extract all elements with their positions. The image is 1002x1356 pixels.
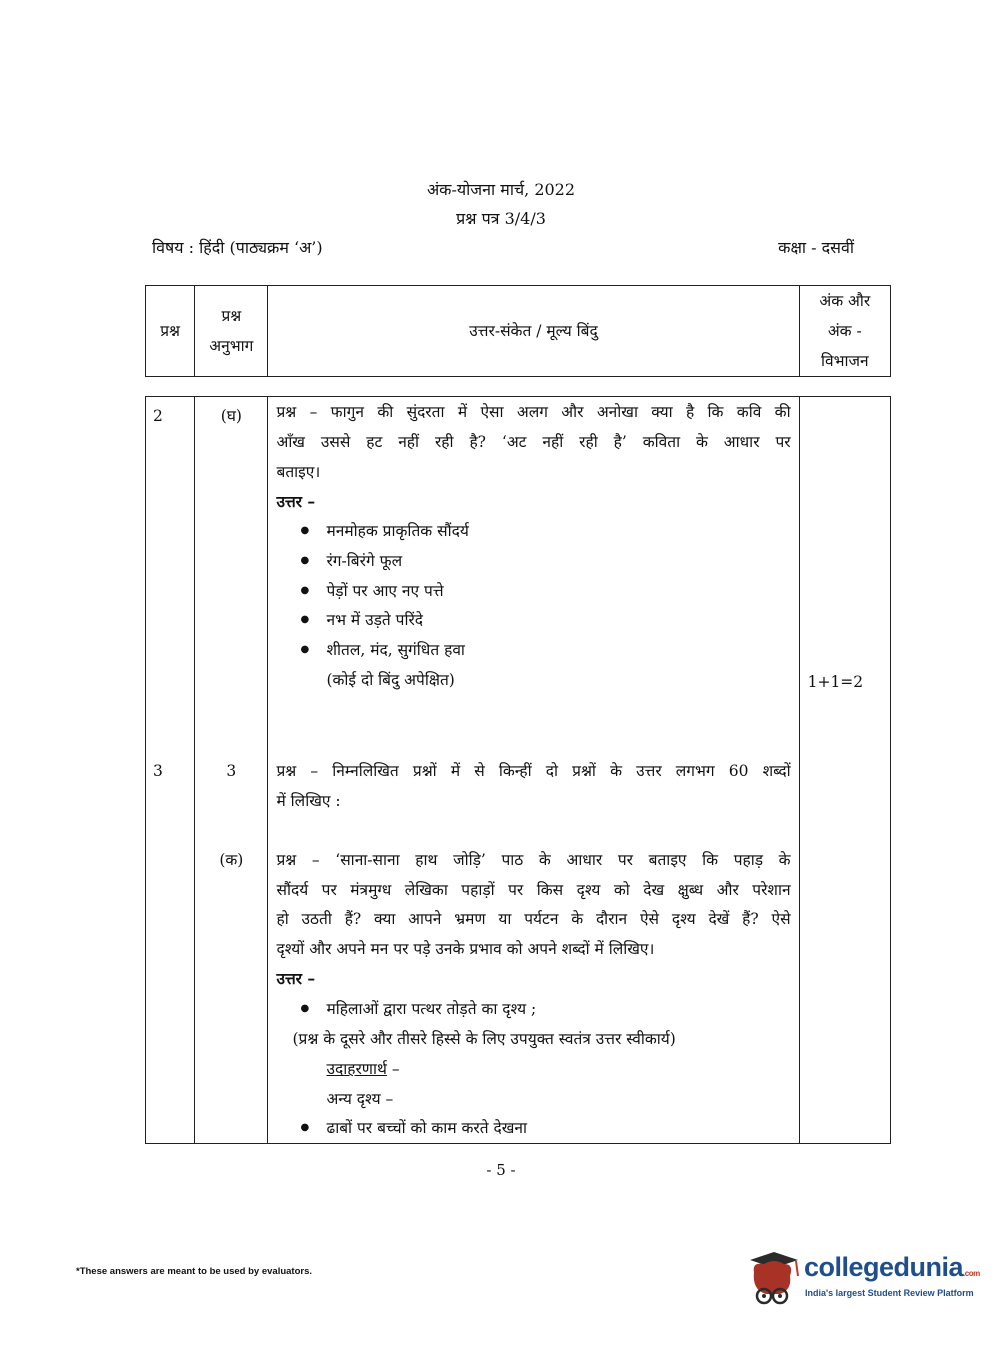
logo-tagline: India's largest Student Review Platform <box>805 1288 974 1298</box>
q2-point-3: ● पेड़ों पर आए नए पत्ते <box>326 576 443 606</box>
q3a-question-line1: प्रश्न – ‘साना-साना हाथ जोड़ि’ पाठ के आधार पर बताइए कि पहाड़ के <box>276 851 791 869</box>
q3a-question-line2: सौंदर्य पर मंत्रमुग्ध लेखिका पहाड़ों पर किस दृश्य को देख क्षुब्ध और परेशान <box>276 881 791 899</box>
logo-suffix: .com <box>963 1269 980 1278</box>
q3a-question-line4: दृश्यों और अपने मन पर पड़े उनके प्रभाव को अपने शब्दों में लिखिए। <box>276 940 655 958</box>
answer-table <box>145 396 891 1144</box>
marks-column <box>799 397 890 1144</box>
header-section <box>195 286 268 377</box>
q3-number: 3 <box>153 762 163 780</box>
q3a-example-label: उदाहरणार्थ <box>326 1060 387 1078</box>
section-column <box>195 397 268 1144</box>
header-marks-line1: अंक और <box>819 292 871 310</box>
q2-point-2: ● रंग-बिरंगे फूल <box>326 546 402 576</box>
header-marks <box>799 286 890 377</box>
q2-point-1: ● मनमोहक प्राकृतिक सौंदर्य <box>326 516 468 546</box>
document-title: अंक-योजना मार्च, 2022 <box>426 180 576 199</box>
q3a-other: अन्य दृश्य – <box>326 1090 394 1108</box>
evaluator-footnote: *These answers are meant to be used by evaluators. <box>76 1266 313 1277</box>
header-table <box>145 285 891 377</box>
logo-name: collegedunia <box>804 1252 964 1282</box>
q3-question-line1: प्रश्न – निम्नलिखित प्रश्नों में से किन्हीं दो प्रश्नों के उत्तर लगभग 60 शब्दों <box>276 762 791 780</box>
q3a-example-dash: – <box>386 1060 400 1078</box>
q2-number: 2 <box>153 407 163 425</box>
question-number-column <box>146 397 195 1144</box>
q2-point-4: ● नभ में उड़ते परिंदे <box>326 605 423 635</box>
q3a-point-1: ● महिलाओं द्वारा पत्थर तोड़ते का दृश्य ; <box>326 994 536 1024</box>
q3a-section: (क) <box>219 851 244 869</box>
q3-section: 3 <box>226 762 237 780</box>
collegedunia-logo[interactable] <box>744 1248 980 1314</box>
class-label: कक्षा - दसवीं <box>778 238 854 257</box>
answer-column <box>268 397 799 1144</box>
q3a-example-row <box>326 1054 399 1084</box>
q2-marks: 1+1=2 <box>807 673 864 691</box>
q2-question-line2: आँख उससे हट नहीं रही है? ‘अट नहीं रही है’ कविता के आधार पर <box>276 433 791 451</box>
header-answer: उत्तर-संकेत / मूल्य बिंदु <box>268 286 799 377</box>
q2-note: (कोई दो बिंदु अपेक्षित) <box>326 671 455 689</box>
header-marks-line3: विभाजन <box>820 352 869 370</box>
q2-answer-label: उत्तर – <box>276 492 316 511</box>
mascot-icon <box>744 1250 802 1312</box>
q3-question-line2: में लिखिए : <box>276 792 341 810</box>
q2-point-5: ● शीतल, मंद, सुगंधित हवा <box>326 635 464 665</box>
header-marks-line2: अंक - <box>827 322 862 340</box>
q3a-question-line3: हो उठती हैं? क्या आपने भ्रमण या पर्यटन के दौरान ऐसे दृश्य देखें हैं? ऐसे <box>276 910 791 928</box>
header-question: प्रश्न <box>146 286 195 377</box>
q2-question-line3: बताइए। <box>276 463 321 481</box>
logo-wordmark <box>804 1252 980 1283</box>
q3a-answer-label: उत्तर – <box>276 969 316 988</box>
header-section-line2: अनुभाग <box>209 337 254 355</box>
q3a-point-2: ● ढाबों पर बच्चों को काम करते देखना <box>326 1113 527 1143</box>
subject-label: विषय : हिंदी (पाठ्यक्रम ‘अ’) <box>152 238 323 257</box>
page-number: - 5 - <box>486 1161 516 1179</box>
paper-code: प्रश्न पत्र 3/4/3 <box>456 209 546 228</box>
q3a-note: (प्रश्न के दूसरे और तीसरे हिस्से के लिए उपयुक्त स्वतंत्र उत्तर स्वीकार्य) <box>292 1030 676 1048</box>
header-section-line1: प्रश्न <box>221 307 242 325</box>
q2-question-line1: प्रश्न – फागुन की सुंदरता में ऐसा अलग और अनोखा क्या है कि कवि की <box>276 403 791 421</box>
q2-section: (घ) <box>220 407 242 425</box>
